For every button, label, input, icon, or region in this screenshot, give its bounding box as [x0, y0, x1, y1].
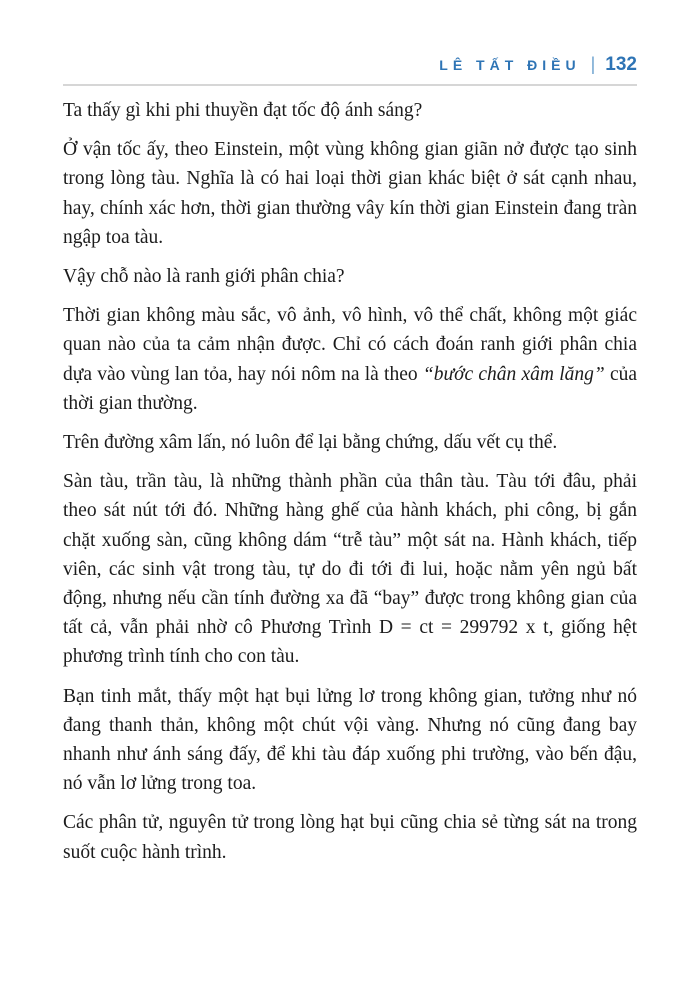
paragraph-8: Các phân tử, nguyên tử trong lòng hạt bụi cũng chia sẻ từng sát na trong suốt cuộc hành trình. [63, 812, 637, 863]
paragraph-5: Trên đường xâm lấn, nó luôn để lại bằng chứng, dấu vết cụ thể. [63, 432, 558, 454]
paragraph-6: Sàn tàu, trần tàu, là những thành phần của thân tàu. Tàu tới đâu, phải theo sát nút tới đó. Những hàng ghế của hành khách, phi công, bị gắn chặt xuống sàn, cũng không dám “trễ tàu” một sát na. Hành khách, tiếp viên, các sinh vật trong tàu, tự do đi tới đi lui, hoặc nằm yên ngủ bất động, nhưng nếu cần tính đường xa đã “bay” được trong không gian của tất cả, vẫn phải nhờ cô Phương Trình D = ct = 299792 x t, giống hệt phương trình tính cho con tàu. [63, 471, 637, 668]
page-body [63, 96, 637, 877]
header-rule [63, 84, 637, 86]
header-separator: | [590, 54, 596, 74]
author-name: LÊ TẤT ĐIỀU [439, 57, 581, 73]
paragraph-3: Vậy chỗ nào là ranh giới phân chia? [63, 266, 345, 288]
running-head [63, 54, 637, 84]
paragraph-4 [63, 301, 637, 418]
paragraph-4-segment-normal: Thời gian không màu sắc, vô ảnh, vô hình, vô thể chất, không một giác quan nào của ta cảm nhận được. Chỉ có cách đoán ranh giới phân chia dựa vào vùng lan tỏa, hay nói nôm na là theo [63, 305, 637, 385]
paragraph-4-segment-normal-2: của thời gian thường. [63, 363, 637, 414]
paragraph-4-segment-italic: “bước chân xâm lăng” [422, 363, 605, 385]
paragraph-1: Ta thấy gì khi phi thuyền đạt tốc độ ánh sáng? [63, 100, 423, 121]
paragraph-7: Bạn tinh mắt, thấy một hạt bụi lửng lơ trong không gian, tưởng như nó đang thanh thản, không một chút vội vàng. Nhưng nó cũng đang bay nhanh như ánh sáng đấy, để khi tàu đáp xuống phi trường, vào bến đậu, nó vẫn lơ lửng trong toa. [63, 685, 637, 795]
paragraph-2: Ở vận tốc ấy, theo Einstein, một vùng không gian giãn nở được tạo sinh trong lòng tàu. Nghĩa là có hai loại thời gian khác biệt ở sát cạnh nhau, hay, chính xác hơn, thời gian thường vây kín thời gian Einstein đang tràn ngập toa tàu. [63, 139, 637, 248]
page-number: 132 [605, 54, 637, 75]
page-header [63, 54, 637, 86]
